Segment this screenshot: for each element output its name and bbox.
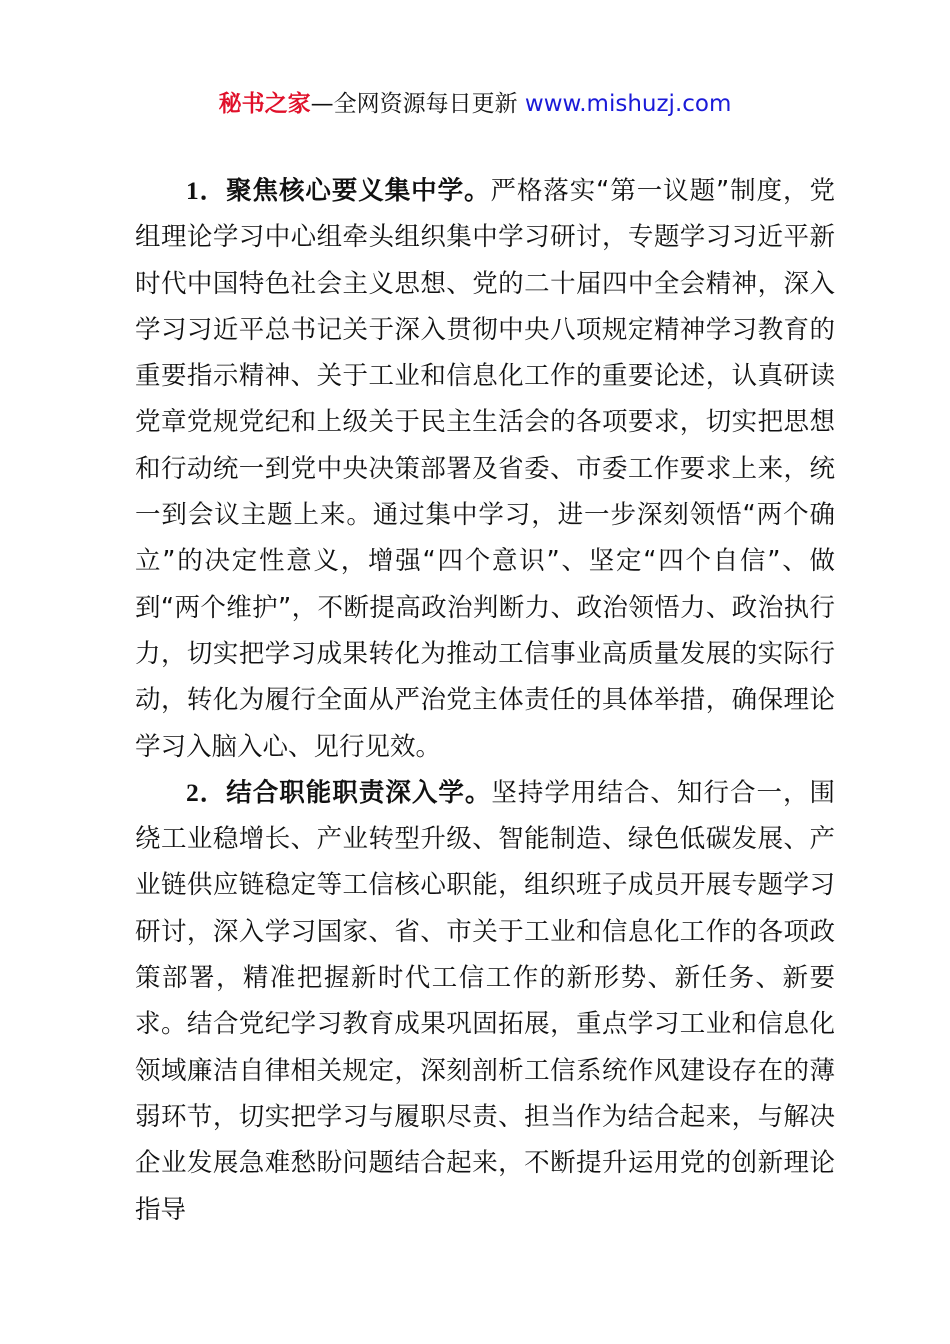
paragraph-2 [135,770,835,1233]
paragraph-heading: 结合职能职责深入学。 [226,777,492,808]
paragraph-text: 严格落实“第一议题”制度，党组理论学习中心组牵头组织集中学习研讨，专题学习习近平新时代中国特色社会主义思想、党的二十届四中全会精神，深入学习习近平总书记关于深入贯彻中央八项规定精神学习教育的重要指示精神、关于工业和信息化工作的重要论述，认真研读党章党规党纪和上级关于民主生活会的各项要求，切实把思想和行动统一到党中央决策部署及省委、市委工作要求上来，统一到会议主题上来。通过集中学习，进一步深刻领悟“两个确立”的决定性意义，增强“四个意识”、坚定“四个自信”、做到“两个维护”，不断提高政治判断力、政治领悟力、政治执行力，切实把学习成果转化为推动工信事业高质量发展的实际行动，转化为履行全面从严治党主体责任的具体举措，确保理论学习入脑入心、见行见效。 [135,176,835,762]
paragraph-heading: 聚焦核心要义集中学。 [226,176,491,206]
paragraph-number: 1． [186,176,227,205]
paragraph-text: 坚持学用结合、知行合一，围绕工业稳增长、产业转型升级、智能制造、绿色低碳发展、产业链供应链稳定等工信核心职能，组织班子成员开展专题学习研讨，深入学习国家、省、市关于工业和信息化工作的各项政策部署，精准把握新时代工信工作的新形势、新任务、新要求。结合党纪学习教育成果巩固拓展，重点学习工业和信息化领域廉洁自律相关规定，深刻剖析工信系统作风建设存在的薄弱环节，切实把学习与履职尽责、担当作为结合起来，与解决企业发展急难愁盼问题结合起来，不断提升运用党的创新理论指导 [135,777,835,1225]
header-tagline: —全网资源每日更新 [310,91,525,117]
paragraph-1 [135,168,835,770]
page-header [0,88,950,120]
document-body [135,168,835,1233]
paragraph-number: 2． [186,777,227,807]
brand-name: 秘书之家 [218,91,311,117]
website-link[interactable]: www.mishuzj.com [524,91,732,117]
